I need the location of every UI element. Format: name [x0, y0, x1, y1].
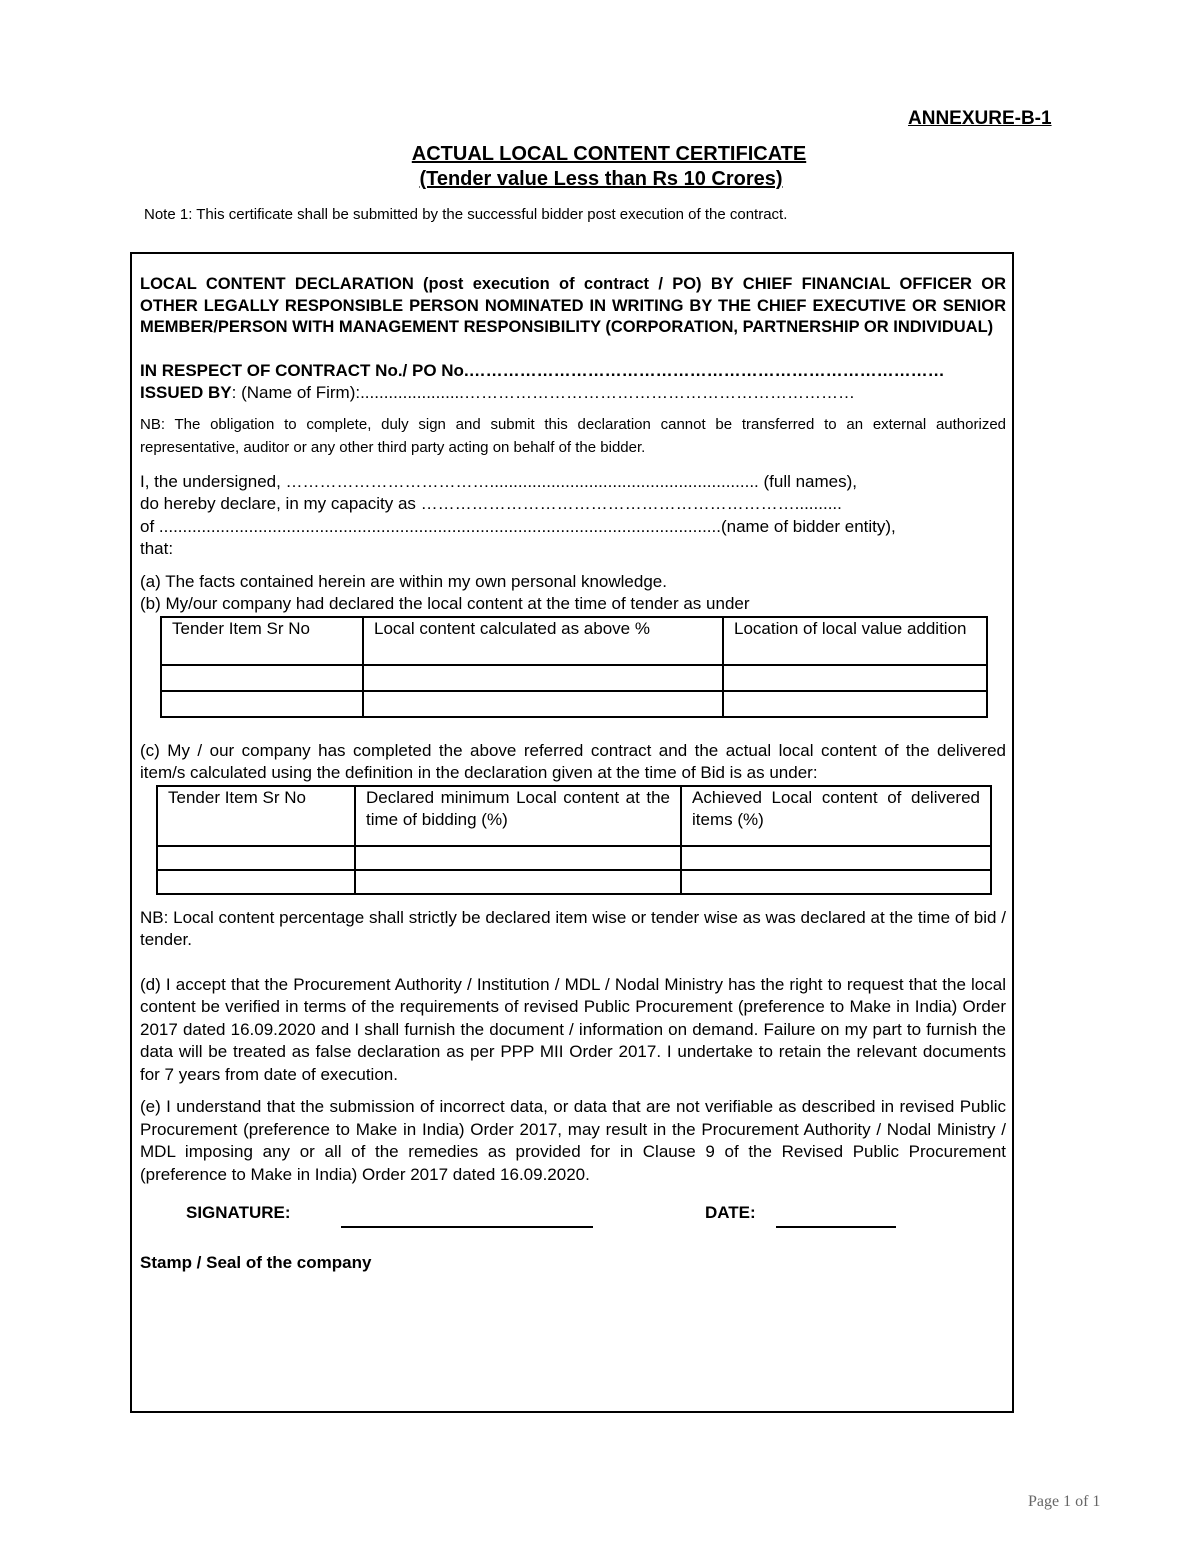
table-cell[interactable]	[157, 870, 355, 894]
issued-by-field: : (Name of Firm):......................……………………………………………………………	[231, 383, 855, 402]
table-cell[interactable]	[681, 846, 991, 870]
table-cell[interactable]	[355, 846, 681, 870]
table-cell[interactable]	[157, 846, 355, 870]
item-d: (d) I accept that the Procurement Authority / Institution / MDL / Nodal Ministry has the right to request that the local content be verified in terms of the requirements of revised Public Procurement (preference to Make in India) Order 2017 dated 16.09.2020 and I shall furnish the document / information on demand. Failure on my part to furnish the data will be treated as false declaration as per PPP MII Order 2017. I undertake to retain the relevant documents for 7 years from date of execution.	[140, 974, 1006, 1084]
annexure-label: ANNEXURE-B-1	[908, 108, 1052, 129]
signature-field[interactable]	[341, 1226, 593, 1228]
signature-label: SIGNATURE:	[186, 1203, 291, 1222]
item-e: (e) I understand that the submission of incorrect data, or data that are not verifiable as described in revised Public Procurement (preference to Make in India) Order 2017, may result in the Procurement Authority / Nodal Ministry / MDL imposing any or all of the remedies as provided for in Clause 9 of the Revised Public Procurement (preference to Make in India) Order 2017 dated 16.09.2020.	[140, 1097, 1006, 1184]
item-c: (c) My / our company has completed the above referred contract and the actual local content of the delivered item/s calculated using the definition in the declaration given at the time of Bid is as under:	[140, 740, 1006, 782]
table-header-cell: Declared minimum Local content at the time of bidding (%)	[355, 786, 681, 846]
declaration-heading: LOCAL CONTENT DECLARATION (post execution of contract / PO) BY CHIEF FINANCIAL OFFICER OR OTHER LEGALLY RESPONSIBLE PERSON NOMINATED IN WRITING BY THE CHIEF EXECUTIVE OR SENIOR MEMBER/PERSON WITH MANAGEMENT RESPONSIBILITY (CORPORATION, PARTNERSHIP OR INDIVIDUAL)	[140, 275, 1006, 336]
contract-number-line: IN RESPECT OF CONTRACT No./ PO No.…………………………………………………………………………	[140, 360, 945, 380]
document-subtitle: (Tender value Less than Rs 10 Crores)	[419, 168, 783, 190]
undersigned-line-3: of .......................................................................................................................(name of bidder entity),	[140, 516, 896, 536]
table-cell[interactable]	[363, 665, 723, 691]
table-cell[interactable]	[363, 691, 723, 717]
page-number: Page 1 of 1	[1028, 1493, 1101, 1510]
submission-note: Note 1: This certificate shall be submitted by the successful bidder post execution of the contract.	[144, 206, 788, 223]
table-cell[interactable]	[723, 665, 987, 691]
undersigned-line-1: I, the undersigned, ………………………………......................................................... (full names),	[140, 471, 858, 491]
table-header-cell: Tender Item Sr No	[161, 617, 363, 665]
obligation-note: NB: The obligation to complete, duly sign and submit this declaration cannot be transferred to an external authorized representative, auditor or any other third party acting on behalf of the bidder.	[140, 415, 1006, 456]
table-row	[157, 846, 991, 870]
table-cell[interactable]	[723, 691, 987, 717]
table-row	[157, 870, 991, 894]
declaration-body	[140, 274, 1006, 1275]
item-a: (a) The facts contained herein are within my own personal knowledge.	[140, 571, 667, 591]
issued-by-line	[140, 382, 1006, 405]
document-title: ACTUAL LOCAL CONTENT CERTIFICATE	[411, 143, 807, 165]
date-field[interactable]	[776, 1226, 896, 1228]
undersigned-line-4: that:	[140, 539, 174, 558]
table-row	[161, 665, 987, 691]
table-cell[interactable]	[355, 870, 681, 894]
undersigned-line-2: do hereby declare, in my capacity as …………………………………………………………..........	[140, 494, 842, 513]
table-row	[161, 691, 987, 717]
stamp-label: Stamp / Seal of the company	[140, 1253, 372, 1272]
table-header-cell: Achieved Local content of delivered items (%)	[681, 786, 991, 846]
table-cell[interactable]	[161, 665, 363, 691]
table-cell[interactable]	[681, 870, 991, 894]
actual-content-table	[156, 785, 992, 895]
table-cell[interactable]	[161, 691, 363, 717]
declared-content-table	[160, 616, 988, 718]
local-content-note: NB: Local content percentage shall strictly be declared item wise or tender wise as was declared at the time of bid / tender.	[140, 907, 1006, 949]
signature-row	[140, 1194, 1006, 1238]
date-label: DATE:	[705, 1203, 756, 1222]
table-header-cell: Tender Item Sr No	[157, 786, 355, 846]
table-header-cell: Location of local value addition	[723, 617, 987, 665]
issued-by-label: ISSUED BY	[140, 383, 232, 402]
item-b: (b) My/our company had declared the local content at the time of tender as under	[140, 594, 750, 613]
table-header-cell: Local content calculated as above %	[363, 617, 723, 665]
